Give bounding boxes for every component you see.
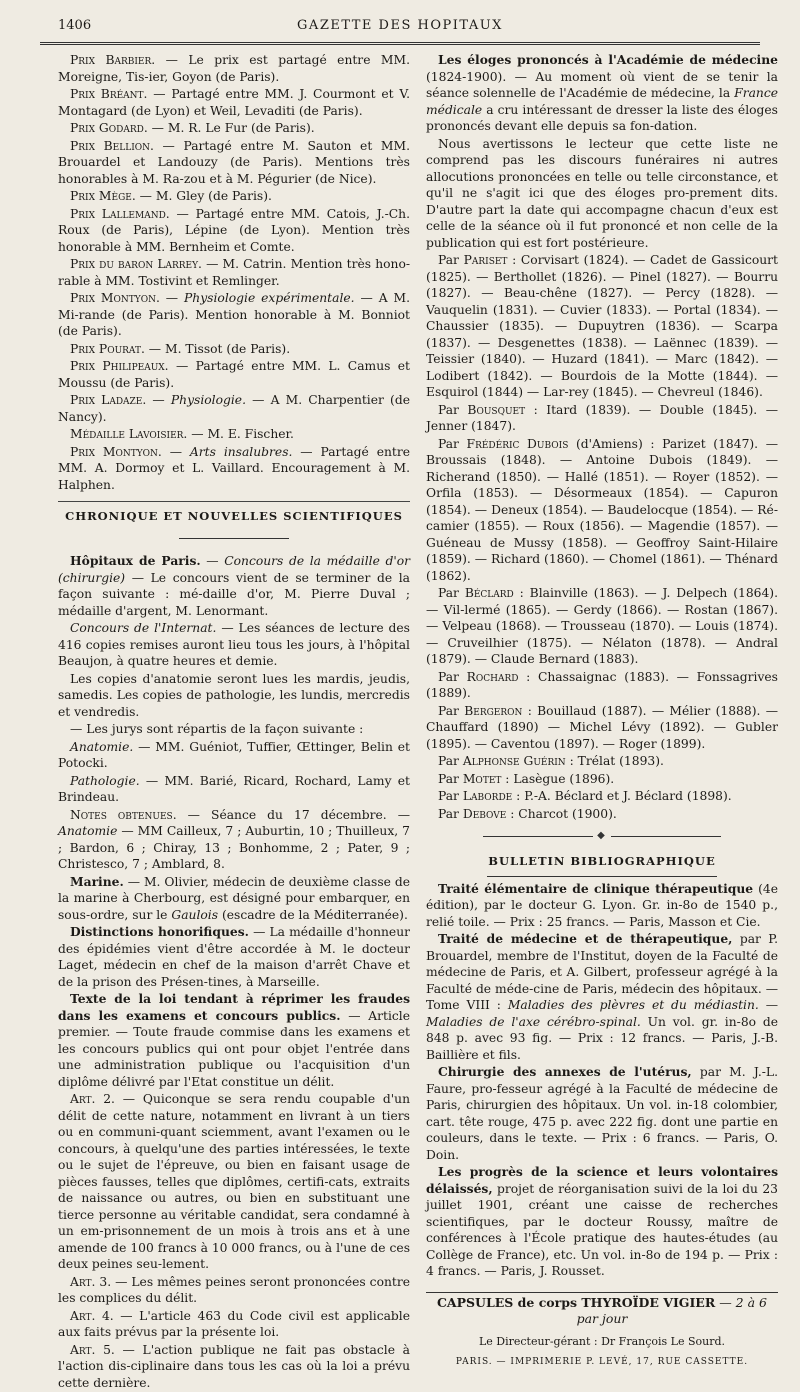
book-text: (4e édition), par le docteur G. Lyon. Gr. in-8o de 1540 p., relié toile. — Prix : 25 francs. — Paris, Masson et Cie. [426,881,778,929]
prize-text: — Le prix est partagé entre MM. Moreigne, Tis-ier, Goyon (de Paris). [58,53,410,84]
bulletin-heading: BULLETIN BIBLIOGRAPHIQUE [488,854,716,869]
speaker-name: Bousquet [467,402,526,417]
news-paragraph [58,807,410,873]
news-article: Art. 4. [70,1308,114,1323]
news-lead: Marine. [70,873,124,889]
prize-label: Prix Mège. [70,189,136,203]
speaker-name: Laborde [462,789,513,803]
par-word: Par [438,669,467,684]
prize-entry [58,358,410,391]
news-article: Art. 3. [70,1274,112,1289]
speaker-name: Motet [462,771,502,786]
prize-entry [58,444,410,494]
prize-label: Prix Philipeaux. [70,359,169,373]
prize-label: Prix Bellion. [70,138,154,153]
news-paragraph [58,1091,410,1273]
page-number: 1406 [58,18,92,33]
par-word: Par [438,586,465,600]
speaker-name: Rochard [466,669,519,684]
chronique-body [58,553,410,1391]
eloges-section [426,52,778,822]
prize-entry [58,138,410,188]
news-text: — Les mêmes peines seront prononcées contre les complices du délit. [58,1274,410,1305]
par-word: Par [438,806,463,821]
news-lead: Texte de la loi tendant à réprimer les fraudes dans les examens et concours publics. [58,991,410,1023]
prize-text: — [146,393,171,407]
eloges-names: (d'Amiens) : Parizet (1847). — Broussais (1848). — Antoine Dubois (1849). — Richerand (1850). — Hallé (1851). — Royer (1852). — Orfila (1853). — Désormeaux (1854). — Capuron (1854). — Deneux (1854). — Baudelocque (1854). — Ré-camier (1855). — Roux (1856). — Magendie (1857). — Guéneau de Mussy (1858). — Geoffroy Saint-Hilaire (1859). — Richard (1860). — Chomel (1861). — Thénard (1862). [426,436,778,583]
eloges-journal: France médicale [426,86,778,117]
bulletin-rule [487,876,717,877]
news-paragraph [58,1342,410,1392]
eloges-names: : Chassaignac (1883). — Fonssagrives (1889). [426,669,778,700]
news-italic: Gaulois [171,907,219,922]
eloges-speaker-list [426,771,778,788]
par-word: Par [438,703,465,718]
prize-text: — Partagé entre MM. Catois, J.-Ch. Roux (de Paris), Lépine (de Lyon). Mention très honorable à MM. Bernheim et Comte. [58,206,410,254]
book-title: Les progrès de la science et leurs volontaires délaissés, [426,1164,778,1196]
eloges-speaker-list [426,436,778,585]
news-article: Art. 5. [70,1342,115,1357]
news-subject: Concours de l'Internat. [70,621,217,635]
prize-category: Physiologie expérimentale. [184,291,355,305]
eloges-speaker-list [426,402,778,435]
news-lead: Distinctions honorifiques. [70,924,249,939]
section-divider [58,531,410,548]
prize-entry [58,206,410,256]
news-text: — L'article 463 du Code civil est applicable aux faits prévus par la présente loi. [58,1308,411,1339]
news-paragraph [58,553,410,619]
news-paragraph [58,620,410,670]
chronique-heading: CHRONIQUE ET NOUVELLES SCIENTIFIQUES [58,501,410,525]
left-column [58,52,410,1392]
bulletin-body [426,881,778,1280]
prize-entry [58,120,410,137]
news-paragraph [58,671,410,721]
prize-text: — [161,444,190,459]
prize-text: — M. R. Le Fur (de Paris). [147,121,315,135]
prize-text: — Partagé entre MM. A. Dormoy et L. Vaillard. Encouragement à M. Halphen. [58,444,411,492]
book-title: Traité élémentaire de clinique thérapeutique [438,880,754,896]
news-article: Art. 2. [70,1092,115,1106]
speaker-name: Bergeron [464,703,523,718]
prize-list [58,52,410,493]
eloges-intro [426,52,778,135]
prize-text: — M. Gley (de Paris). [135,189,272,203]
eloges-text: (1824-1900). — Au moment où vient de se tenir la séance solennelle de l'Académie de médecine, la [426,69,778,100]
prize-entry [58,392,410,425]
prize-label: Prix Montyon. [70,444,162,459]
news-text: (escadre de la Méditerranée). [218,907,408,922]
book-entry [426,1164,778,1280]
eloges-speaker-list [426,585,778,668]
news-paragraph [58,1308,410,1341]
prize-entry [58,341,410,358]
book-text: Un vol. gr. in-8o de 848 p. avec 93 fig. — Prix : 12 francs. — Paris, J.-B. Baillière et fils. [426,1014,778,1062]
eloges-names: : Trélat (1893). [565,754,664,768]
advert-rule [426,1292,778,1293]
speaker-name: Pariset [463,253,508,267]
news-text: — M. Olivier, médecin de deuxième classe de la marine à Cherbourg, est désigné pour embarquer, en sous-ordre, sur le [58,874,410,922]
eloges-names: : Itard (1839). — Double (1845). — Jenner (1847). [426,402,778,433]
news-paragraph [58,1274,410,1307]
page-header [40,14,760,45]
prize-text: — M. Catrin. Mention très hono-rable à MM. Tostivint et Remlinger. [58,257,411,288]
ornament-divider: ◆ [426,828,778,845]
news-text: — MM Cailleux, 7 ; Auburtin, 10 ; Thuilleux, 7 ; Bardon, 6 ; Chiray, 13 ; Bonhomme, 2 ; Pater, 9 ; Christesco, 7 ; Amblard, 8. [58,824,410,871]
speaker-name: Béclard [464,586,514,600]
eloges-note [426,136,778,252]
prize-label: Prix du baron Larrey. [70,257,202,271]
par-word: Par [438,436,467,451]
book-entry [426,1064,778,1163]
prize-entry [58,256,410,289]
speaker-name: Alphonse Guérin [462,754,566,768]
prize-label: Prix Montyon. [70,291,160,305]
speaker-name: Frédéric Dubois [466,436,569,451]
prize-text: — A M. Mi-rande (de Paris). Mention honorable à M. Bonniot (de Paris). [58,291,411,338]
par-word: Par [438,402,468,417]
prize-category: Physiologie. [170,393,246,407]
prize-label: Prix Ladaze. [70,393,147,407]
eloges-names: : Blainville (1863). — J. Delpech (1864). — Vil-lermé (1865). — Gerdy (1866). — Rostan (1867). — Velpeau (1868). — Trousseau (1870). — Louis (1874). — Cruveilhier (1875). — Nélaton (1878). — Andral (1879). — Claude Bernard (1883). [426,586,779,666]
par-word: Par [438,754,463,768]
prize-category: Arts insalubres. [189,444,293,459]
par-word: Par [438,771,463,786]
eloges-speaker-list [426,669,778,702]
news-text: Les copies d'anatomie seront lues les mardis, jeudis, samedis. Les copies de pathologie, les lundis, mercredis et vendredis. [58,671,410,719]
news-text: — Séance du 17 décembre. — [176,807,410,822]
news-text: — Article premier. — Toute fraude commise dans les examens et les concours publics qui ont pour objet l'entrée dans une administration publique ou l'acquisition d'un diplôme délivré par l'Etat constitue un délit. [58,1008,410,1089]
eloges-speaker-list [426,753,778,770]
prize-entry [58,188,410,205]
prize-entry [58,426,410,443]
eloges-names: : Corvisart (1824). — Cadet de Gassicourt (1825). — Berthollet (1826). — Pinel (1827). — Bourru (1827). — Beau-chêne (1827). — Percy (1828). — Vauquelin (1831). — Cuvier (1833). — Portal (1834). — Chaussier (1835). — Dupuytren (1836). — Scarpa (1837). — Desgenettes (1838). — Laënnec (1839). — Teissier (1840). — Huzard (1841). — Marc (1842). — Lodibert (1842). — Bourdois de la Motte (1844). — Esquirol (1844) — Lar-rey (1845). — Chevreul (1846). [426,253,778,399]
par-word: Par [438,253,464,267]
news-subject: — Concours de la médaille d'or (chirurgie) [58,554,411,585]
right-column [426,52,778,1371]
speaker-name: Debove [462,806,507,821]
eloges-names: : P.-A. Béclard et J. Béclard (1898). [512,789,732,803]
eloges-names: : Lasègue (1896). [501,771,615,786]
news-paragraph [58,773,410,806]
prize-label: Prix Bréant. [70,87,148,101]
prize-entry [58,290,410,340]
prize-text: — Partagé entre MM. J. Courmont et V. Montagard (de Lyon) et Weil, Levaditi (de Paris). [58,87,410,118]
news-text: — Les jurys sont répartis de la façon suivante : [70,722,364,736]
printer-line: PARIS. — IMPRIMERIE P. LEVÉ, 17, RUE CASSETTE. [455,1357,749,1368]
eloges-speaker-list [426,703,778,753]
prize-text: — [159,291,185,305]
news-paragraph [58,874,410,924]
news-subject: Anatomie. [70,739,134,754]
prize-text: — Partagé entre M. Sauton et MM. Brouardel et Landouzy (de Paris). Mentions très honorables à M. Ra-zou et à M. Pégurier (de Nice). [58,138,410,186]
prize-entry [58,52,410,85]
eloges-text: Nous avertissons le lecteur que cette liste ne comprend pas les discours funéraires ni autres allocutions prononcées en telle ou telle circonstance, et qu'il ne s'agit ici que des éloges pro-prement dits. D'autre part la date qui accompagne chacun d'eux est celle de la séance où il fut prononcé et non celle de la publication qui est fort postérieure. [426,136,778,250]
book-text: par M. J.-L. Faure, pro-fesseur agrégé à la Faculté de médecine de Paris, chirurgien des hôpitaux. Un vol. in-18 colombier, cart. tête rouge, 475 p. avec 222 fig. dont une partie en couleurs, dans le texte. — Prix : 6 francs. — Paris, O. Doin. [426,1065,778,1162]
book-italic: Maladies des plèvres et du médiastin. — Maladies de l'axe cérébro-spinal. [426,998,778,1029]
news-text: — MM. Guéniot, Tuffier, Œttinger, Belin et Potocki. [58,739,410,770]
news-text: — Le concours vient de se terminer de la façon suivante : mé-daille d'or, M. Pierre Duval ; médaille d'argent, M. Lenormant. [58,570,410,618]
par-word: Par [438,789,463,803]
book-entry [426,931,778,1063]
eloges-lead: Les éloges prononcés à l'Académie de médecine [438,52,778,67]
news-text: — Les séances de lecture des 416 copies remises auront lieu tous les jours, à l'hôpital Beaujon, à quatre heures et demie. [58,621,410,668]
eloges-names: : Bouillaud (1887). — Mélier (1888). — Chauffard (1890) — Michel Lévy (1892). — Gubler (1895). — Caventou (1897). — Roger (1899). [426,703,778,751]
eloges-speaker-list [426,252,778,401]
prize-text: — M. Tissot (de Paris). [144,341,291,356]
news-text: — L'action publique ne fait pas obstacle à l'action dis-ciplinaire dans tous les cas où la loi a prévu cette dernière. [58,1342,410,1390]
news-text: — La médaille d'honneur des épidémies vient d'être accordée à M. le docteur Laget, médecin en chef de la maison d'arrêt Chave et de la prison des Présen-tines, à Marseille. [58,925,410,989]
news-paragraph [58,739,410,772]
prize-text: — M. E. Fischer. [187,427,294,441]
prize-label: Prix Pourat. [70,341,145,356]
book-title: Traité de médecine et de thérapeutique, [438,931,733,947]
prize-entry [58,86,410,119]
eloges-speaker-list [426,788,778,805]
news-text: — Quiconque se sera rendu coupable d'un délit de cette nature, notamment en livrant à un tiers ou en communi-quant sciemment, avant l'examen ou le concours, à quelqu'une des parties intéressées, le texte ou le sujet de l'épreuve, ou bien en faisant usage de pièces fausses, telles que diplômes, certifi-cats, extraits de naissance ou autres, ou bien en substituant une tierce personne au véritable candidat, sera condamné à un em-prisonnement de un mois à trois ans et à une amende de 100 francs à 10 000 francs, ou à l'une de ces deux peines seu-lement. [58,1092,410,1271]
news-subject: Pathologie. [70,773,140,788]
news-article: Notes obtenues. [70,807,177,822]
eloges-text: a cru intéressant de dresser la liste des éloges prononcés devant elle depuis sa fon-dation. [426,102,778,133]
prize-label: Médaille Lavoisier. [70,427,188,441]
eloges-speaker-list [426,806,778,823]
news-text: — MM. Barié, Ricard, Rochard, Lamy et Brindeau. [58,773,410,804]
news-italic: Anatomie [58,824,118,838]
prize-text: — A M. Charpentier (de Nancy). [58,393,410,424]
journal-title: GAZETTE DES HOPITAUX [297,18,503,33]
prize-label: Prix Lallemand. [70,206,170,221]
thyroide-advert: CAPSULES de corps THYROÏDE VIGIER — 2 à 6 par jour [436,1294,767,1327]
prize-label: Prix Godard. [70,121,148,135]
book-title: Chirurgie des annexes de l'utérus, [438,1064,692,1080]
book-text: par P. Brouardel, membre de l'Institut, doyen de la Faculté de médecine de Paris, et A. Gilbert, professeur agrégé à la Faculté de méde-cine de Paris, médecin des hôpitaux. — Tome VIII : [426,932,778,1013]
book-text: projet de réorganisation suivi de la loi du 23 juillet 1901, créant une caisse de recherches scientifiques, par le docteur Roussy, maître de conférences à l'École pratique des hautes-études (au Collège de France), etc. Un vol. in-8o de 194 p. — Prix : 4 francs. — Paris, J. Rousset. [426,1181,778,1279]
prize-label: Prix Barbier. [70,53,156,67]
director-line: Le Directeur-gérant : Dr François Le Sourd. [478,1334,726,1348]
news-paragraph [58,924,410,990]
prize-text: — Partagé entre MM. L. Camus et Moussu (de Paris). [58,359,410,390]
news-lead: Hôpitaux de Paris. [70,553,201,568]
news-paragraph [58,991,410,1090]
news-paragraph [58,721,410,738]
eloges-names: : Charcot (1900). [506,806,617,821]
book-entry [426,881,778,931]
